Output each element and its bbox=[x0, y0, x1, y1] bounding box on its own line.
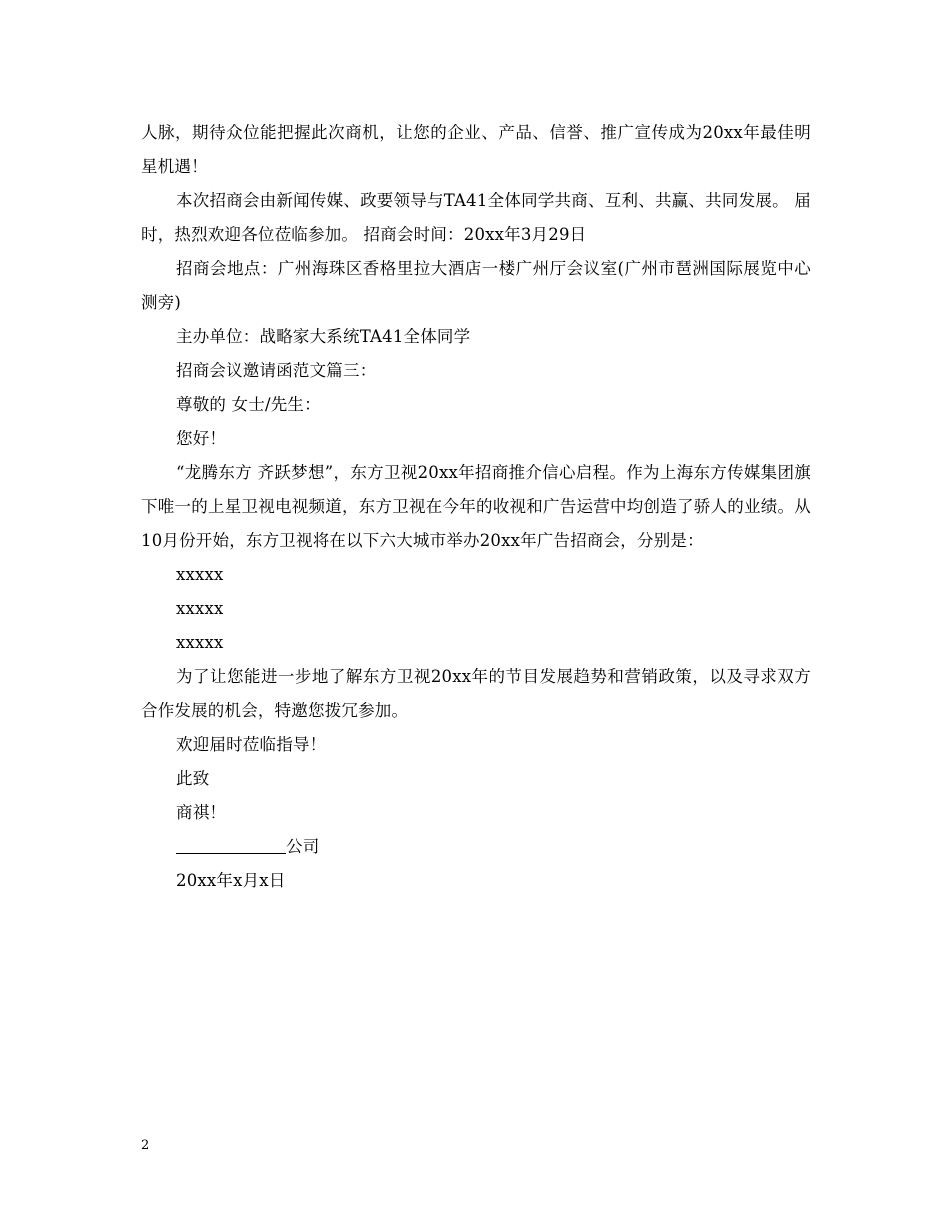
salutation: 尊敬的 女士/先生： bbox=[176, 395, 321, 414]
closing-welcome: 欢迎届时莅临指导！ bbox=[176, 735, 327, 754]
city-list-item: xxxxx bbox=[176, 633, 224, 652]
signature-company: 公司 bbox=[286, 837, 320, 856]
closing-wish: 商祺！ bbox=[176, 803, 227, 822]
section-heading: 招商会议邀请函范文篇三： bbox=[176, 361, 377, 380]
closing-salute: 此致 bbox=[176, 769, 210, 788]
document-body bbox=[141, 116, 811, 898]
signature-date: 20xx年x月x日 bbox=[176, 871, 286, 890]
paragraph-organizer: 主办单位：战略家大系统TA41全体同学 bbox=[176, 327, 471, 346]
greeting: 您好！ bbox=[176, 429, 227, 448]
city-list-item: xxxxx bbox=[176, 565, 224, 584]
page-number: 2 bbox=[141, 1138, 150, 1153]
paragraph-purpose: 为了让您能进一步地了解东方卫视20xx年的节目发展趋势和营销政策，以及寻求双方合作发展的机会，特邀您拨冗参加。 bbox=[141, 667, 811, 720]
signature-company-line bbox=[141, 830, 811, 864]
paragraph-invitation: “龙腾东方 齐跃梦想”，东方卫视20xx年招商推介信心启程。作为上海东方传媒集团旗下唯一的上星卫视电视频道，东方卫视在今年的收视和广告运营中均创造了骄人的业绩。从10月份开始，东方卫视将在以下六大城市举办20xx年广告招商会，分别是： bbox=[141, 463, 811, 550]
paragraph-continuation: 人脉，期待众位能把握此次商机，让您的企业、产品、信誉、推广宣传成为20xx年最佳明星机遇！ bbox=[141, 123, 811, 176]
company-name-blank bbox=[176, 833, 286, 854]
paragraph-event-location: 招商会地点：广州海珠区香格里拉大酒店一楼广州厅会议室(广州市琶洲国际展览中心测旁) bbox=[141, 259, 811, 312]
city-list-item: xxxxx bbox=[176, 599, 224, 618]
paragraph-event-intro: 本次招商会由新闻传媒、政要领导与TA41全体同学共商、互利、共赢、共同发展。 届时，热烈欢迎各位莅临参加。 招商会时间：20xx年3月29日 bbox=[141, 191, 811, 244]
